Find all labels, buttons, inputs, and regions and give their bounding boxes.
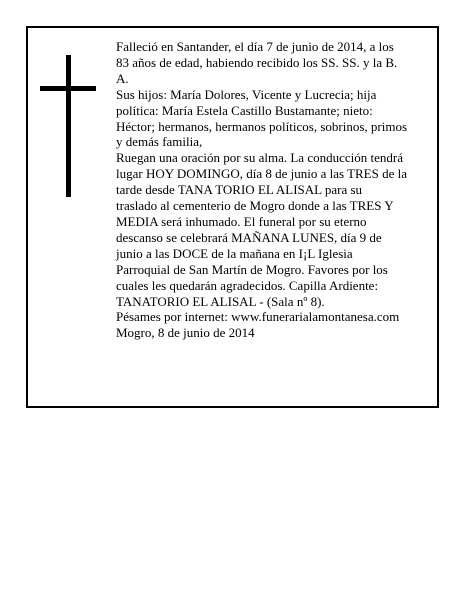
cross-icon <box>40 55 96 197</box>
notice-line: política: María Estela Castillo Bustamante; nieto: <box>116 102 373 118</box>
notice-line: descanso se celebrará MAÑANA LUNES, día 9 de <box>116 229 382 245</box>
notice-line: A. <box>116 70 129 86</box>
notice-line: traslado al cementerio de Mogro donde a las TRES Y <box>116 198 394 214</box>
notice-line: Pésames por internet: www.funerarialamontanesa.com <box>116 309 400 325</box>
cross-vertical-bar <box>66 55 71 197</box>
notice-line: Parroquial de San Martín de Mogro. Favores por los <box>116 261 388 277</box>
cross-horizontal-bar <box>40 86 96 91</box>
notice-line: Sus hijos: María Dolores, Vicente y Lucrecia; hija <box>116 86 377 102</box>
notice-line: cuales les quedarán agradecidos. Capilla Ardiente: <box>116 277 379 293</box>
notice-line: Héctor; hermanos, hermanos políticos, sobrinos, primos <box>116 118 408 134</box>
notice-line: junio a las DOCE de la mañana en I¡L Iglesia <box>116 245 353 261</box>
obituary-text <box>116 39 426 341</box>
notice-line: Falleció en Santander, el día 7 de junio de 2014, a los <box>116 39 394 54</box>
notice-line: MEDIA será inhumado. El funeral por su eterno <box>116 213 367 229</box>
notice-line: TANATORIO EL ALISAL - (Sala nº 8). <box>116 293 325 309</box>
notice-line: lugar HOY DOMINGO, día 8 de junio a las TRES de la <box>116 166 408 182</box>
obituary-notice <box>26 26 439 408</box>
notice-line: 83 años de edad, habiendo recibido los SS. SS. y la B. <box>116 54 398 70</box>
notice-line: y demás familia, <box>116 134 203 150</box>
notice-line: Mogro, 8 de junio de 2014 <box>116 325 255 341</box>
notice-line: tarde desde TANA TORIO EL ALISAL para su <box>116 182 363 198</box>
notice-line: Ruegan una oración por su alma. La conducción tendrá <box>116 150 403 166</box>
